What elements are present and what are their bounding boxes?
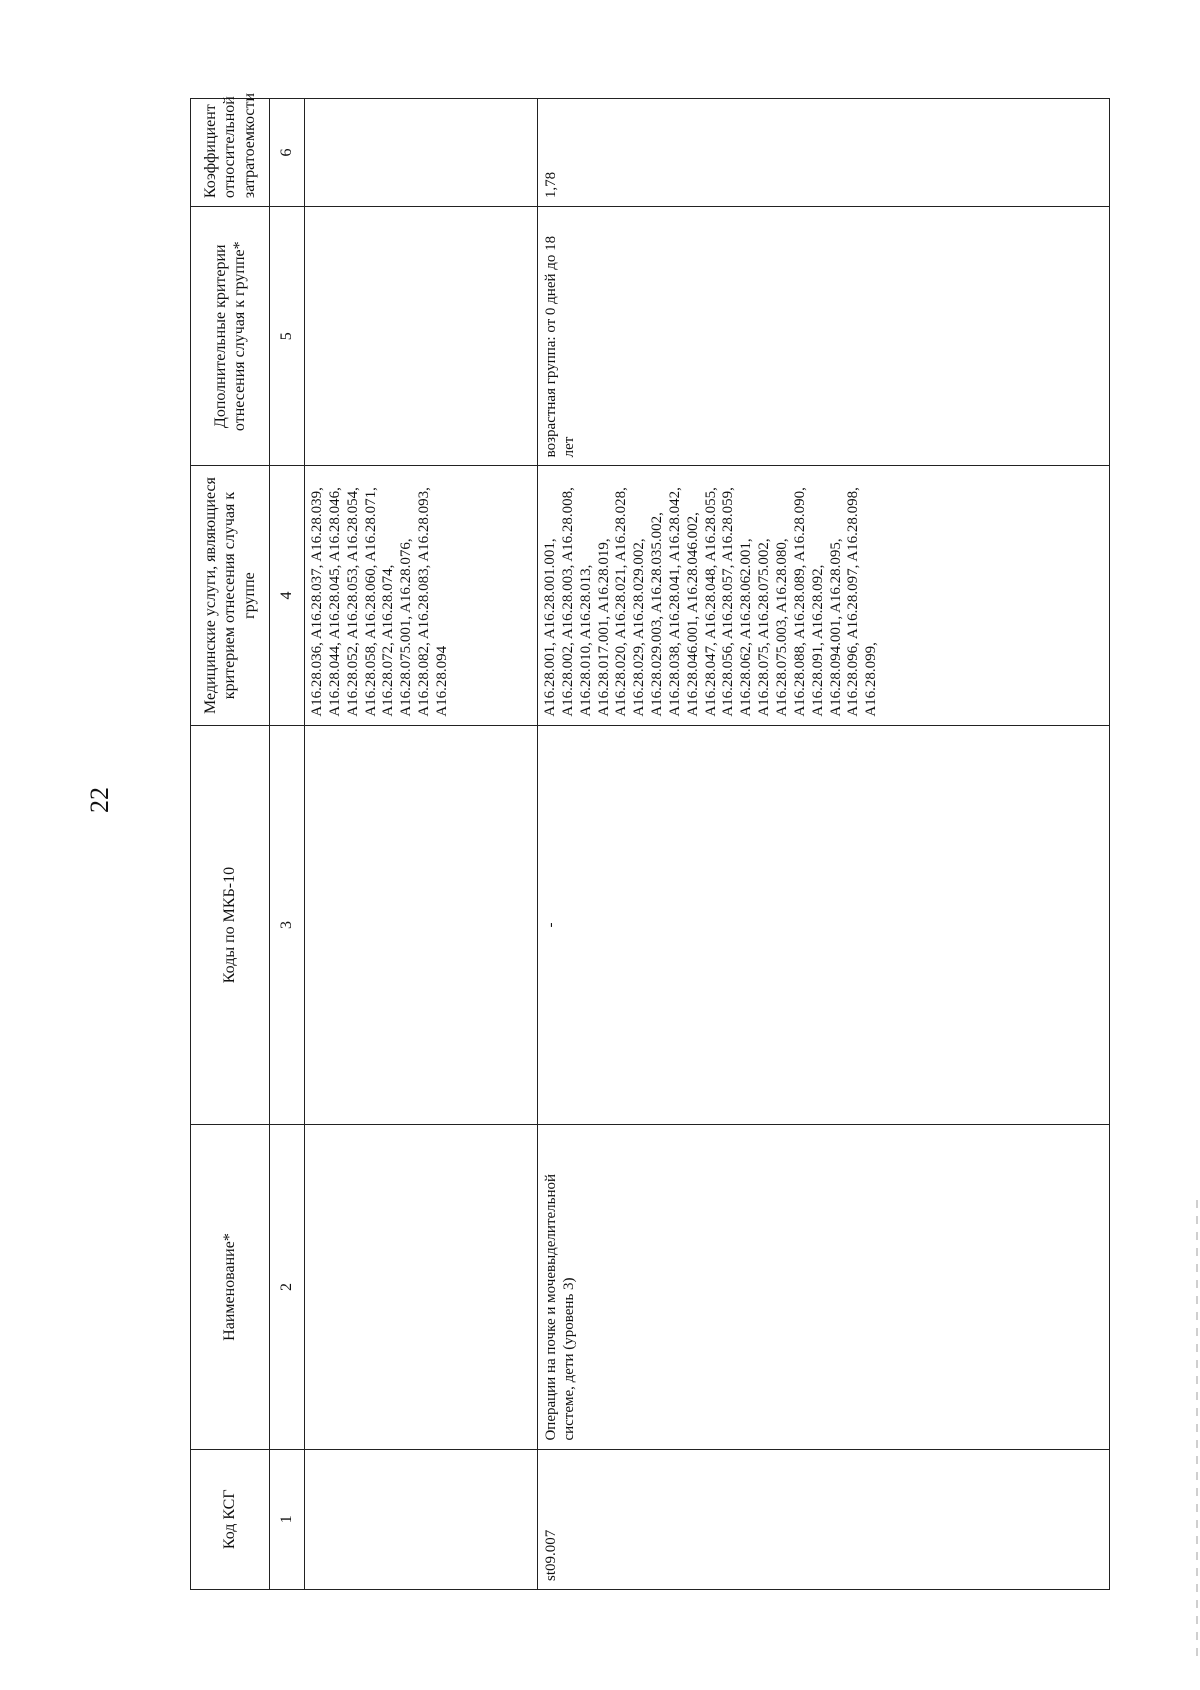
rotated-table-container bbox=[190, 92, 1110, 1590]
header-name: Наименование* bbox=[191, 1125, 270, 1449]
header-row bbox=[191, 99, 270, 1590]
scan-edge-artifact bbox=[1196, 1200, 1198, 1660]
cell-coefficient: 1,78 bbox=[538, 99, 1110, 207]
cell-additional-criteria: возрастная группа: от 0 дней до 18 лет bbox=[538, 207, 1110, 466]
header-additional-criteria: Дополнительные критерии отнесения случая к группе* bbox=[191, 207, 270, 466]
cell-name: Операции на почке и мочевыделительной системе, дети (уровень 3) bbox=[538, 1125, 1110, 1449]
column-number: 3 bbox=[270, 725, 305, 1125]
header-mkb-codes: Коды по МКБ-10 bbox=[191, 725, 270, 1125]
cell-additional-criteria bbox=[305, 207, 538, 466]
table-row bbox=[538, 99, 1110, 1590]
cell-mkb-codes bbox=[305, 725, 538, 1125]
table-row bbox=[305, 99, 538, 1590]
column-number: 5 bbox=[270, 207, 305, 466]
cell-coefficient bbox=[305, 99, 538, 207]
header-coefficient: Коэффициент относительной затратоемкости bbox=[191, 99, 270, 207]
header-ksg-code: Код КСГ bbox=[191, 1449, 270, 1589]
cell-mkb-codes: - bbox=[538, 725, 1110, 1125]
cell-ksg-code: st09.007 bbox=[538, 1449, 1110, 1589]
cell-medical-services: A16.28.001, A16.28.001.001, A16.28.002, A16.28.003, A16.28.008, A16.28.010, A16.28.013, A16.28.017.001, A16.28.019, A16.28.020, A16.28.021, A16.28.028, A16.28.029, A16.28.029.002, A16.28.029.003, A16.28.035.002, A16.28.038, A16.28.041, A16.28.042, A16.28.046.001, A16.28.046.002, A16.28.047, A16.28.048, A16.28.055, A16.28.056, A16.28.057, A16.28.059, A16.28.062, A16.28.062.001, A16.28.075, A16.28.075.002, A16.28.075.003, A16.28.080, A16.28.088, A16.28.089, A16.28.090, A16.28.091, A16.28.092, A16.28.094.001, A16.28.095, A16.28.096, A16.28.097, A16.28.098, A16.28.099, bbox=[538, 466, 1110, 725]
column-number: 2 bbox=[270, 1125, 305, 1449]
column-number: 4 bbox=[270, 466, 305, 725]
cell-name bbox=[305, 1125, 538, 1449]
cell-medical-services: A16.28.036, A16.28.037, A16.28.039, A16.28.044, A16.28.045, A16.28.046, A16.28.052, A16.28.053, A16.28.054, A16.28.058, A16.28.060, A16.28.071, A16.28.072, A16.28.074, A16.28.075.001, A16.28.076, A16.28.082, A16.28.083, A16.28.093, A16.28.094 bbox=[305, 466, 538, 725]
header-medical-services: Медицинские услуги, являющиеся критерием отнесения случая к группе bbox=[191, 466, 270, 725]
ksg-table bbox=[190, 92, 1110, 1590]
column-number: 6 bbox=[270, 99, 305, 207]
page-number: 22 bbox=[85, 787, 114, 813]
cell-ksg-code bbox=[305, 1449, 538, 1589]
column-number-row bbox=[270, 99, 305, 1590]
column-number: 1 bbox=[270, 1449, 305, 1589]
